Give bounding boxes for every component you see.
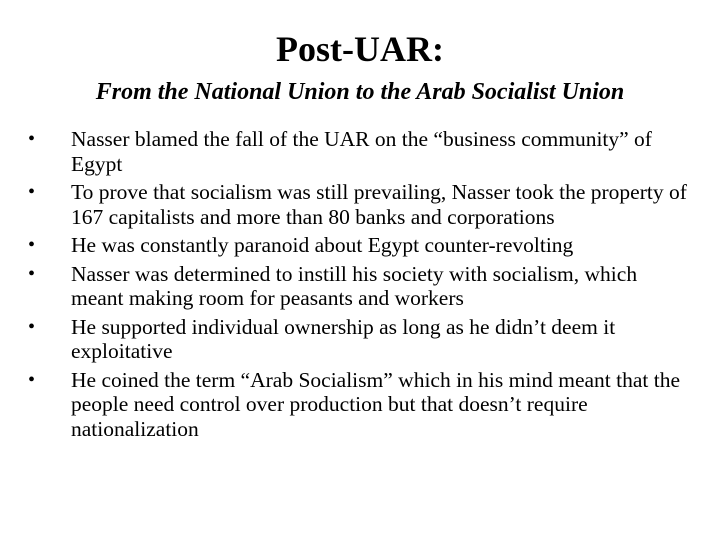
bullet-text: He was constantly paranoid about Egypt counter-revolting [71,233,574,257]
bullet-icon: • [28,368,36,391]
bullet-item [28,315,688,364]
slide-title: Post-UAR: [276,29,444,69]
bullet-text: Nasser was determined to instill his society with socialism, which meant making room for peasants and workers [71,261,638,310]
bullet-icon: • [28,315,36,338]
slide-subtitle: From the National Union to the Arab Socialist Union [95,79,625,105]
bullet-text: Nasser blamed the fall of the UAR on the “business community” of Egypt [71,127,652,176]
bullet-icon: • [28,128,36,150]
bullet-text: He supported individual ownership as long as he didn’t deem it exploitative [71,314,616,363]
bullet-text: To prove that socialism was still prevailing, Nasser took the property of 167 capitalists and more than 80 banks and corporations [71,180,687,229]
bullet-list [28,127,688,445]
bullet-item [28,233,688,258]
bullet-icon: • [28,262,36,285]
bullet-text: He coined the term “Arab Socialism” which in his mind meant that the people need control over production but that doesn’t require nationalization [71,367,681,441]
bullet-icon: • [28,234,36,256]
bullet-item [28,127,688,176]
bullet-item [28,368,688,442]
bullet-item [28,180,688,229]
bullet-item [28,262,688,311]
bullet-icon: • [28,181,36,203]
